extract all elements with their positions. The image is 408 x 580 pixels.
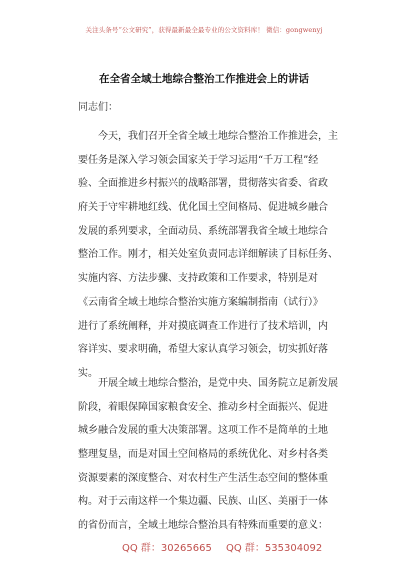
paragraph-line: 发展的系列要求，全面动员、系统部署我省全域土地综合 (78, 225, 328, 237)
salutation: 同志们： (78, 102, 118, 113)
paragraph-line: 的省份而言，全域土地综合整治具有特殊而重要的意义： (78, 520, 328, 532)
paragraph-line: 要任务是深入学习领会国家关于学习运用“千万工程”经 (78, 154, 319, 166)
paragraph-line: 府关于守牢耕地红线、优化国土空间格局、促进城乡融合 (78, 202, 328, 214)
footer (0, 539, 408, 553)
paragraph-line: 实施内容、方法步骤、支持政策和工作要求，特别是对 (78, 273, 318, 285)
paragraph-line: 整治工作。刚才，相关处室负责同志详细解读了目标任务、 (78, 249, 338, 261)
paragraph-line: 今天，我们召开全省全域土地综合整治工作推进会，主 (98, 131, 338, 142)
paragraph-line: 进行了系统阐释，并对摸底调查工作进行了技术培训，内 (78, 320, 328, 332)
paragraph-line: 验、全面推进乡村振兴的战略部署，贯彻落实省委、省政 (78, 178, 328, 190)
paragraph-line: 开展全域土地综合整治，是党中央、国务院立足新发展 (98, 378, 338, 389)
paragraph-line: 构。对于云南这样一个集边疆、民族、山区、美丽于一体 (78, 496, 328, 508)
document-title: 在全省全域土地综合整治工作推进会上的讲话 (99, 73, 309, 85)
paragraph-line: 实。 (78, 367, 98, 379)
paragraph-line: 阶段，着眼保障国家粮食安全、推动乡村全面振兴、促进 (78, 401, 328, 413)
paragraph-line: 容详实、要求明确，希望大家认真学习领会，切实抓好落 (78, 344, 328, 356)
paragraph-line: 整理复垦，而是对国土空间格局的系统优化、对乡村各类 (78, 449, 328, 461)
promo-banner: 关注头条号“公文研究”，获得最新最全最专业的公文资料库！ 微信：gongwenyj (85, 26, 323, 34)
paragraph-2 (78, 372, 336, 538)
paragraph-line: 《云南省全域土地综合整治实施方案编制指南（试行）》 (78, 296, 323, 308)
paragraph-1 (78, 125, 336, 386)
paragraph-line: 城乡融合发展的重大决策部署。这项工作不是简单的土地 (78, 425, 328, 437)
paragraph-line: 资源要素的深度整合、对农村生产生活生态空间的整体重 (78, 472, 328, 484)
qq-group-1: QQ 群：30265665 (122, 543, 212, 554)
qq-group-2: QQ 群：535304092 (226, 543, 323, 554)
